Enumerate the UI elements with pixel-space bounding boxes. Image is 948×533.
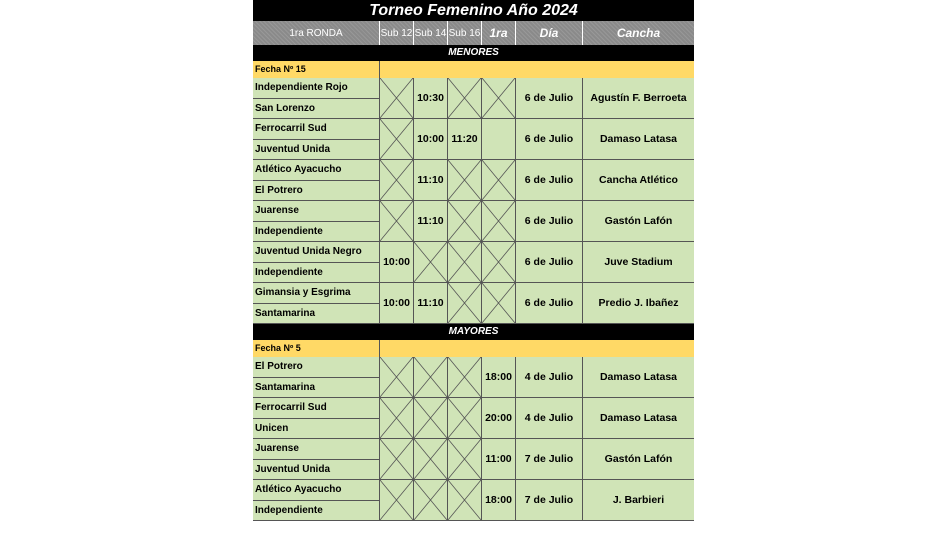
cell-primera — [482, 283, 516, 323]
header-dia: Día — [516, 21, 583, 45]
date-cell — [516, 398, 583, 438]
match-row — [253, 160, 694, 201]
venue-value: Agustín F. Berroeta — [590, 92, 687, 104]
crossed-cell-icon — [482, 78, 515, 118]
date-value: 4 de Julio — [524, 371, 574, 383]
venue-value: Predio J. Ibañez — [598, 297, 679, 309]
venue-value: Damaso Latasa — [599, 412, 678, 424]
crossed-cell-icon — [380, 480, 413, 520]
cell-sub16 — [448, 439, 482, 479]
time-value: 11:10 — [417, 297, 444, 309]
crossed-cell-icon — [414, 357, 447, 397]
away-team: Independiente — [255, 225, 323, 237]
fecha-label: Fecha Nº 15 — [253, 61, 380, 78]
match-row — [253, 201, 694, 242]
teams-cell — [253, 242, 380, 282]
crossed-cell-icon — [380, 357, 413, 397]
home-team: Gimansia y Esgrima — [253, 283, 379, 304]
date-cell — [516, 357, 583, 397]
away-team: Independiente — [255, 504, 323, 516]
crossed-cell-icon — [380, 398, 413, 438]
match-row — [253, 119, 694, 160]
venue-cell — [583, 78, 694, 118]
date-value: 7 de Julio — [524, 453, 574, 465]
fecha-row — [253, 61, 694, 78]
cell-sub12 — [380, 357, 414, 397]
date-value: 6 de Julio — [524, 215, 574, 227]
fecha-label: Fecha Nº 5 — [253, 340, 380, 357]
crossed-cell-icon — [482, 283, 515, 323]
crossed-cell-icon — [414, 480, 447, 520]
date-cell — [516, 160, 583, 200]
cell-sub12 — [380, 242, 414, 282]
venue-cell — [583, 283, 694, 323]
cell-sub16 — [448, 201, 482, 241]
time-value: 11:20 — [451, 133, 478, 145]
teams-cell — [253, 357, 380, 397]
date-value: 7 de Julio — [524, 494, 574, 506]
date-value: 6 de Julio — [524, 133, 574, 145]
home-team: El Potrero — [253, 357, 379, 378]
home-team: Juarense — [253, 201, 379, 222]
crossed-cell-icon — [448, 201, 481, 241]
crossed-cell-icon — [414, 242, 447, 282]
match-row — [253, 357, 694, 398]
crossed-cell-icon — [448, 398, 481, 438]
venue-value: J. Barbieri — [612, 494, 665, 506]
match-row — [253, 439, 694, 480]
match-row — [253, 480, 694, 521]
cell-primera — [482, 242, 516, 282]
cell-sub12 — [380, 160, 414, 200]
match-row — [253, 398, 694, 439]
home-team: Ferrocarril Sud — [253, 398, 379, 419]
venue-cell — [583, 439, 694, 479]
teams-cell — [253, 480, 380, 520]
cell-sub14 — [414, 160, 448, 200]
section-title: MENORES — [253, 45, 694, 61]
date-cell — [516, 119, 583, 159]
away-team: Unicen — [255, 422, 289, 434]
cell-sub14 — [414, 283, 448, 323]
crossed-cell-icon — [380, 439, 413, 479]
date-cell — [516, 78, 583, 118]
crossed-cell-icon — [448, 480, 481, 520]
cell-sub14 — [414, 439, 448, 479]
crossed-cell-icon — [448, 160, 481, 200]
date-cell — [516, 439, 583, 479]
away-team: Juventud Unida — [255, 463, 331, 475]
cell-sub12 — [380, 398, 414, 438]
venue-cell — [583, 160, 694, 200]
cell-primera — [482, 398, 516, 438]
teams-cell — [253, 201, 380, 241]
cell-primera — [482, 480, 516, 520]
fixture-body — [253, 45, 694, 521]
cell-primera — [482, 201, 516, 241]
venue-value: Damaso Latasa — [599, 371, 678, 383]
fecha-fill — [380, 61, 694, 78]
venue-cell — [583, 357, 694, 397]
time-value: 18:00 — [485, 494, 512, 506]
match-row — [253, 78, 694, 119]
teams-cell — [253, 283, 380, 323]
cell-primera — [482, 357, 516, 397]
match-row — [253, 242, 694, 283]
away-team: Juventud Unida — [255, 143, 331, 155]
date-cell — [516, 480, 583, 520]
venue-cell — [583, 119, 694, 159]
cell-primera — [482, 160, 516, 200]
cell-sub14 — [414, 480, 448, 520]
venue-cell — [583, 242, 694, 282]
time-value: 11:10 — [417, 174, 444, 186]
cell-sub14 — [414, 78, 448, 118]
header-primera: 1ra — [482, 21, 516, 45]
fecha-row — [253, 340, 694, 357]
cell-sub14 — [414, 357, 448, 397]
crossed-cell-icon — [448, 78, 481, 118]
date-value: 4 de Julio — [524, 412, 574, 424]
crossed-cell-icon — [482, 160, 515, 200]
crossed-cell-icon — [380, 119, 413, 159]
header-sub16: Sub 16 — [448, 21, 482, 45]
time-value: 11:10 — [417, 215, 444, 227]
venue-cell — [583, 398, 694, 438]
date-cell — [516, 242, 583, 282]
teams-cell — [253, 398, 380, 438]
away-team: Santamarina — [255, 381, 316, 393]
date-cell — [516, 201, 583, 241]
cell-sub12 — [380, 439, 414, 479]
header-cancha: Cancha — [583, 21, 694, 45]
cell-sub14 — [414, 398, 448, 438]
header-ronda: 1ra RONDA — [253, 21, 380, 45]
match-row — [253, 283, 694, 324]
cell-sub14 — [414, 119, 448, 159]
time-value: 10:00 — [383, 256, 410, 268]
time-value: 10:30 — [417, 92, 444, 104]
home-team: Juventud Unida Negro — [253, 242, 379, 263]
cell-sub16 — [448, 480, 482, 520]
crossed-cell-icon — [414, 398, 447, 438]
date-value: 6 de Julio — [524, 256, 574, 268]
cell-sub16 — [448, 119, 482, 159]
time-value: 11:00 — [485, 453, 512, 465]
cell-primera — [482, 119, 516, 159]
cell-sub16 — [448, 357, 482, 397]
section-title: MAYORES — [253, 324, 694, 340]
venue-value: Cancha Atlético — [599, 174, 678, 186]
venue-value: Gastón Lafón — [604, 215, 673, 227]
crossed-cell-icon — [448, 242, 481, 282]
date-cell — [516, 283, 583, 323]
cell-sub12 — [380, 201, 414, 241]
time-value: 10:00 — [383, 297, 410, 309]
fecha-fill — [380, 340, 694, 357]
cell-sub12 — [380, 119, 414, 159]
away-team: San Lorenzo — [255, 102, 316, 114]
cell-sub16 — [448, 160, 482, 200]
time-value: 18:00 — [485, 371, 512, 383]
date-value: 6 de Julio — [524, 92, 574, 104]
home-team: Atlético Ayacucho — [253, 480, 379, 501]
fixture-sheet — [253, 0, 694, 521]
date-value: 6 de Julio — [524, 297, 574, 309]
cell-sub14 — [414, 201, 448, 241]
teams-cell — [253, 160, 380, 200]
sheet-title: Torneo Femenino Año 2024 — [253, 0, 694, 21]
crossed-cell-icon — [380, 78, 413, 118]
cell-primera — [482, 439, 516, 479]
header-row — [253, 21, 694, 45]
away-team: Santamarina — [255, 307, 316, 319]
teams-cell — [253, 439, 380, 479]
teams-cell — [253, 78, 380, 118]
venue-cell — [583, 480, 694, 520]
crossed-cell-icon — [482, 242, 515, 282]
crossed-cell-icon — [380, 201, 413, 241]
venue-value: Gastón Lafón — [604, 453, 673, 465]
cell-sub16 — [448, 242, 482, 282]
cell-sub12 — [380, 283, 414, 323]
cell-sub12 — [380, 480, 414, 520]
cell-sub16 — [448, 283, 482, 323]
home-team: Juarense — [253, 439, 379, 460]
crossed-cell-icon — [380, 160, 413, 200]
cell-sub16 — [448, 78, 482, 118]
cell-sub14 — [414, 242, 448, 282]
cell-primera — [482, 78, 516, 118]
crossed-cell-icon — [414, 439, 447, 479]
venue-cell — [583, 201, 694, 241]
venue-value: Damaso Latasa — [599, 133, 678, 145]
crossed-cell-icon — [448, 439, 481, 479]
crossed-cell-icon — [448, 283, 481, 323]
away-team: El Potrero — [255, 184, 303, 196]
crossed-cell-icon — [448, 357, 481, 397]
cell-sub12 — [380, 78, 414, 118]
crossed-cell-icon — [482, 201, 515, 241]
cell-sub16 — [448, 398, 482, 438]
away-team: Independiente — [255, 266, 323, 278]
header-sub14: Sub 14 — [414, 21, 448, 45]
home-team: Atlético Ayacucho — [253, 160, 379, 181]
home-team: Independiente Rojo — [253, 78, 379, 99]
date-value: 6 de Julio — [524, 174, 574, 186]
header-sub12: Sub 12 — [380, 21, 414, 45]
time-value: 20:00 — [485, 412, 512, 424]
home-team: Ferrocarril Sud — [253, 119, 379, 140]
venue-value: Juve Stadium — [604, 256, 673, 268]
teams-cell — [253, 119, 380, 159]
time-value: 10:00 — [417, 133, 444, 145]
